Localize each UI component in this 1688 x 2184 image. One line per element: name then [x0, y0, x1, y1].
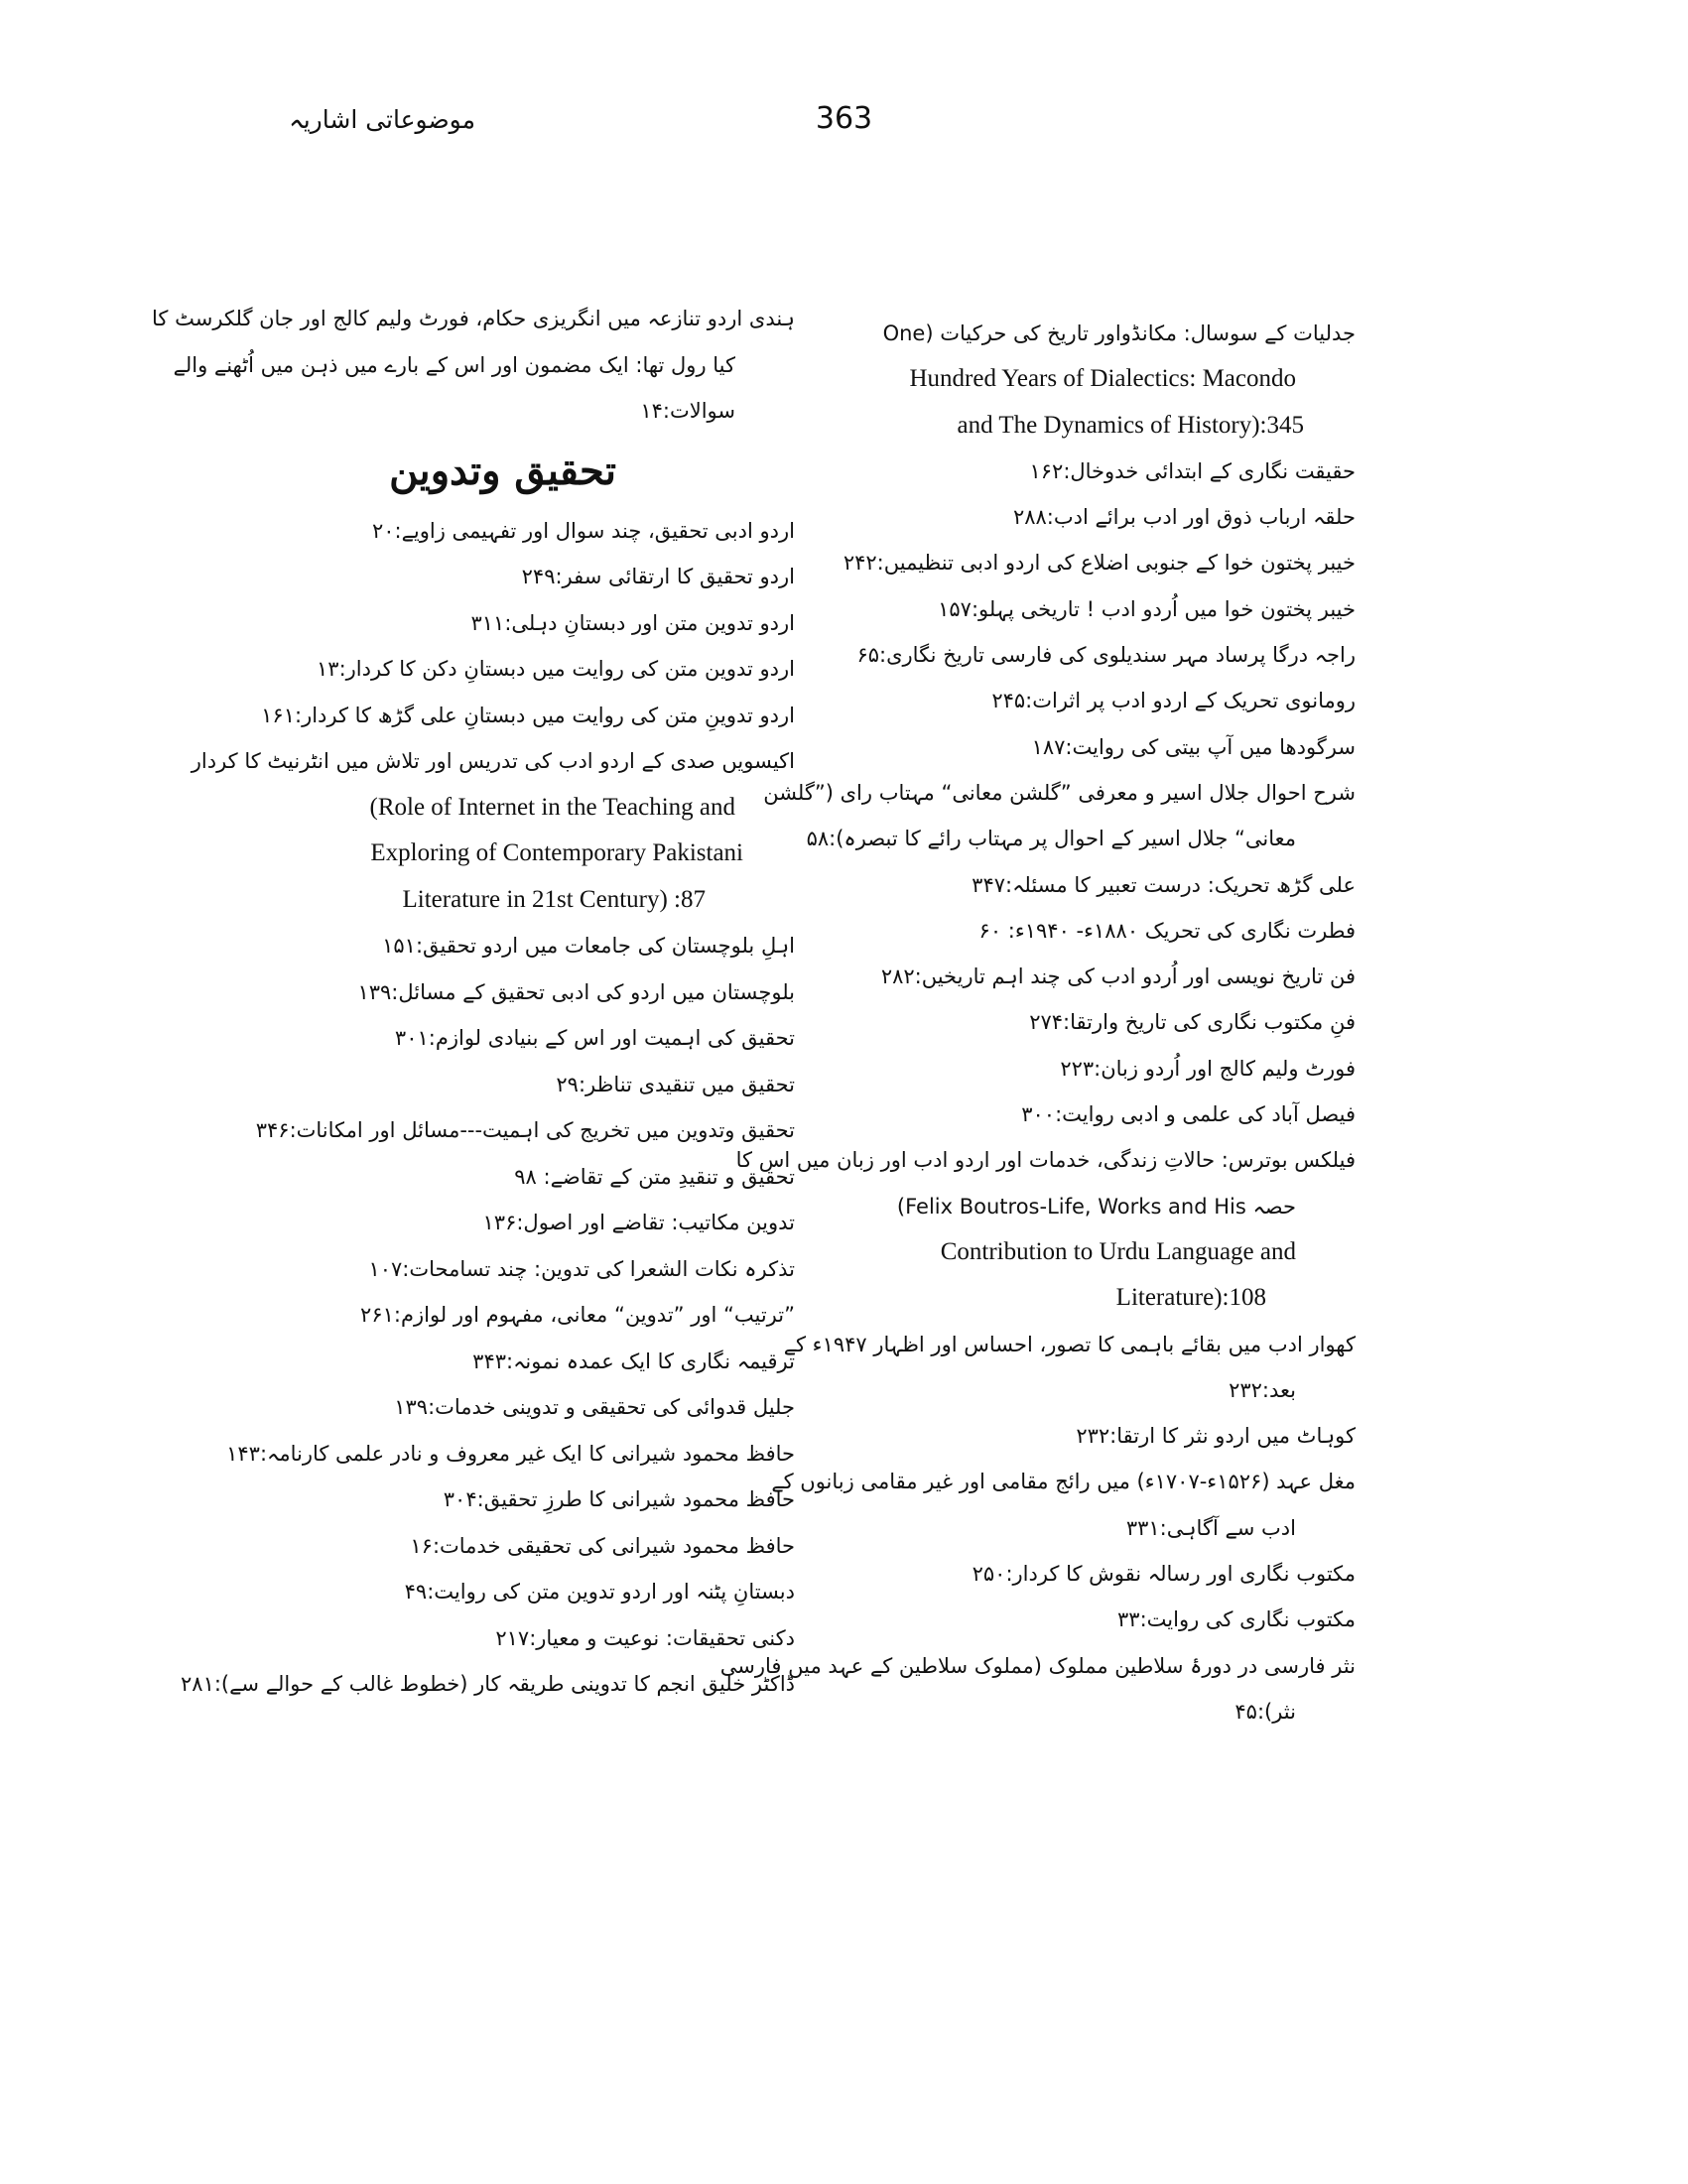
index-entry-continuation: معانی“ جلال اسیر کے احوال پر مہتاب رائے کا تبصرہ):۵۸	[806, 827, 1296, 851]
index-entry: اردو ادبی تحقیق، چند سوال اور تفہیمی زاویے:۲۰	[371, 518, 795, 543]
index-entry: سرگودھا میں آپ بیتی کی روایت:۱۸۷	[1031, 734, 1356, 759]
index-entry-english: and The Dynamics of History):345	[957, 411, 1304, 439]
index-entry: حلقہ ارباب ذوق اور ادب برائے ادب:۲۸۸	[1012, 505, 1356, 530]
index-entry: نثر فارسی در دورۂ سلاطین مملوک (مملوک سلاطین کے عہد میں فارسی	[719, 1653, 1356, 1678]
index-entry: جدلیات کے سوسال: مکانڈواور تاریخ کی حرکیات (One	[882, 321, 1356, 345]
index-entry-continuation: سوالات:۱۴	[640, 399, 735, 423]
index-entry: اردو تحقیق کا ارتقائی سفر:۲۴۹	[521, 565, 795, 588]
index-entry: مکتوب نگاری اور رسالہ نقوش کا کردار:۲۵۰	[972, 1562, 1356, 1587]
index-entry: فورٹ ولیم کالج اور اُردو زبان:۲۲۳	[1060, 1056, 1356, 1081]
index-entry: شرح احوال جلال اسیر و معرفی ”گلشن معانی“ مہتاب رای (”گلشن	[763, 780, 1356, 805]
index-entry: اردو تدوینِ متن کی روایت میں دبستانِ علی گڑھ کا کردار:۱۶۱	[261, 703, 795, 727]
index-entry: حافظ محمود شیرانی کا ایک غیر معروف و نادر علمی کارنامہ:۱۴۳	[226, 1441, 795, 1466]
index-entry-continuation: حصہ Felix Boutros-Life, Works and His)	[896, 1194, 1296, 1219]
index-entry-english: Literature):108	[1115, 1284, 1266, 1312]
index-entry: کوہاٹ میں اردو نثر کا ارتقا:۲۳۲	[1076, 1424, 1356, 1449]
index-entry: اہلِ بلوچستان کی جامعات میں اردو تحقیق:۱۵۱	[382, 934, 795, 958]
index-entry: اردو تدوین متن اور دبستانِ دہلی:۳۱۱	[470, 610, 795, 635]
index-entry: تحقیق وتدوین میں تخریج کی اہمیت---مسائل اور امکانات:۳۴۶	[255, 1118, 795, 1142]
index-entry: دکنی تحقیقات: نوعیت و معیار:۲۱۷	[495, 1625, 795, 1650]
index-entry: رومانوی تحریک کے اردو ادب پر اثرات:۲۴۵	[991, 689, 1356, 713]
index-entry: کھوار ادب میں بقائے باہمی کا تصور، احساس اور اظہار ۱۹۴۷ء کے	[783, 1332, 1356, 1356]
right-column	[719, 311, 1356, 1734]
index-entry: ”ترتیب“ اور ”تدوین“ معانی، مفہوم اور لوازم:۲۶۱	[360, 1303, 795, 1327]
index-entry: مغل عہد (۱۵۲۶ء-۱۷۰۷ء) میں رائج مقامی اور غیر مقامی زبانوں کے	[771, 1470, 1356, 1494]
index-entry: فن تاریخ نویسی اور اُردو ادب کی چند اہم تاریخیں:۲۸۲	[880, 964, 1356, 989]
index-entry-continuation: بعد:۲۳۲	[1229, 1377, 1296, 1402]
index-entry: دبستانِ پٹنہ اور اردو تدوین متن کی روایت:۴۹	[404, 1580, 795, 1604]
index-entry-english: Contribution to Urdu Language and	[940, 1237, 1296, 1265]
index-entry: مکتوب نگاری کی روایت:۳۳	[1117, 1607, 1356, 1632]
index-entry: تدوین مکاتیب: تقاضے اور اصول:۱۳۶	[482, 1211, 795, 1234]
index-entry: حافظ محمود شیرانی کا طرزِ تحقیق:۳۰۴	[443, 1487, 795, 1511]
index-entry: ترقیمہ نگاری کا ایک عمدہ نمونہ:۳۴۳	[472, 1349, 795, 1373]
index-entry-continuation: نثر):۴۵	[1234, 1699, 1296, 1724]
index-entry-continuation: کیا رول تھا: ایک مضمون اور اس کے بارے میں ذہن میں اُٹھنے والے	[173, 352, 735, 377]
index-entry: تحقیق میں تنقیدی تناظر:۲۹	[556, 1072, 795, 1096]
index-entry: فطرت نگاری کی تحریک ۱۸۸۰ء- ۱۹۴۰ء: ۶۰	[978, 918, 1356, 943]
index-entry: تذکرہ نکات الشعرا کی تدوین: چند تسامحات:۱۰۷	[368, 1256, 795, 1281]
index-entry: خیبر پختون خوا میں اُردو ادب ! تاریخی پہلو:۱۵۷	[938, 596, 1356, 621]
section-heading: تحقیق وتدوین	[389, 447, 616, 494]
index-entry: جلیل قدوائی کی تحقیقی و تدوینی خدمات:۱۳۹	[394, 1395, 795, 1419]
index-entry: فیصل آباد کی علمی و ادبی روایت:۳۰۰	[1021, 1102, 1356, 1127]
index-entry-english: Literature in 21st Century) :87	[402, 885, 706, 913]
page-header	[0, 99, 1688, 159]
index-entry: تحقیق کی اہمیت اور اس کے بنیادی لوازم:۳۰۱	[394, 1026, 795, 1050]
index-entry-continuation: ادب سے آگاہی:۳۳۱	[1125, 1515, 1296, 1540]
index-entry: خیبر پختون خوا کے جنوبی اضلاع کی اردو ادبی تنظیمیں:۲۴۲	[843, 551, 1356, 576]
index-entry-english: Hundred Years of Dialectics: Macondo	[909, 365, 1296, 393]
index-entry: ہندی اردو تنازعہ میں انگریزی حکام، فورٹ ولیم کالج اور جان گلکرسٹ کا	[152, 307, 795, 330]
index-entry: فنِ مکتوب نگاری کی تاریخ وارتقا:۲۷۴	[1029, 1010, 1356, 1035]
left-column	[152, 296, 795, 1708]
index-entry: ڈاکٹر خلیق انجم کا تدوینی طریقہ کار (خطوط غالب کے حوالے سے):۲۸۱	[181, 1672, 795, 1696]
index-entry: راجہ درگا پرساد مہر سندیلوی کی فارسی تاریخ نگاری:۶۵	[856, 643, 1356, 668]
index-entry: فیلکس بوترس: حالاتِ زندگی، خدمات اور اردو ادب اور زبان میں اس کا	[735, 1148, 1356, 1173]
index-entry-english: Exploring of Contemporary Pakistani	[370, 839, 743, 866]
index-entry: علی گڑھ تحریک: درست تعبیر کا مسئلہ:۳۴۷	[972, 872, 1356, 897]
page-number: 363	[815, 101, 873, 136]
index-entry-english: (Role of Internet in the Teaching and	[369, 793, 735, 821]
index-entry: بلوچستان میں اردو کی ادبی تحقیق کے مسائل:۱۳۹	[357, 979, 795, 1004]
index-entry: حقیقت نگاری کے ابتدائی خدوخال:۱۶۲	[1029, 458, 1356, 483]
index-entry: تحقیق و تنقیدِ متن کے تقاضے: ۹۸	[514, 1164, 795, 1189]
index-entry: حافظ محمود شیرانی کی تحقیقی خدمات:۱۶	[410, 1533, 795, 1558]
index-entry: اردو تدوین متن کی روایت میں دبستانِ دکن کا کردار:۱۳	[317, 657, 795, 681]
running-head: موضوعاتی اشاریہ	[289, 105, 475, 134]
index-entry: اکیسویں صدی کے اردو ادب کی تدریس اور تلاش میں انٹرنیٹ کا کردار	[191, 749, 795, 773]
